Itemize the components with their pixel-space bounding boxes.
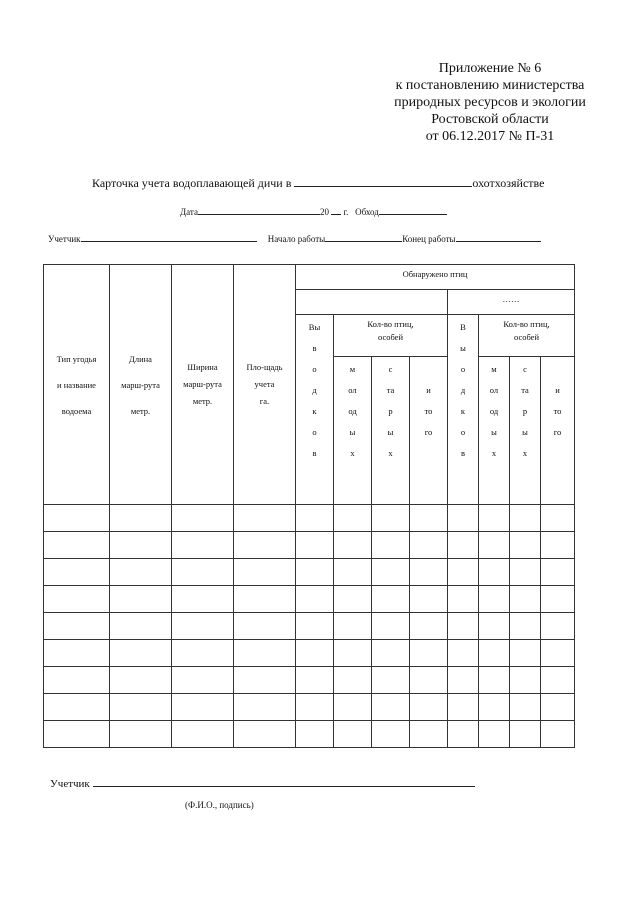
- table-cell[interactable]: [296, 640, 334, 667]
- total-char: то: [553, 406, 562, 416]
- year-suffix: г.: [343, 207, 349, 217]
- table-cell[interactable]: [448, 613, 479, 640]
- table-cell[interactable]: [234, 532, 296, 559]
- col-area-line-1: Пло-щадь: [246, 362, 283, 372]
- table-cell[interactable]: [110, 586, 172, 613]
- total-char: и: [555, 385, 560, 395]
- table-cell[interactable]: [372, 667, 410, 694]
- table-cell[interactable]: [479, 613, 510, 640]
- table-cell[interactable]: [296, 586, 334, 613]
- broods-left-char: в: [312, 448, 317, 458]
- table-cell[interactable]: [479, 640, 510, 667]
- table-cell[interactable]: [296, 667, 334, 694]
- table-cell[interactable]: [172, 505, 234, 532]
- end-label: Конец работы: [402, 234, 456, 244]
- table-cell[interactable]: [334, 505, 372, 532]
- table-cell[interactable]: [110, 505, 172, 532]
- old-char: х: [388, 448, 393, 458]
- table-cell[interactable]: [510, 667, 541, 694]
- table-cell[interactable]: [372, 640, 410, 667]
- broods-right-char: к: [460, 406, 466, 416]
- table-cell[interactable]: [372, 559, 410, 586]
- broods-left-header: [296, 315, 334, 505]
- table-cell[interactable]: [296, 532, 334, 559]
- card-title-prefix: Карточка учета водоплавающей дичи в: [92, 176, 292, 190]
- hunting-ground-field[interactable]: [294, 177, 472, 187]
- date-day-field[interactable]: [198, 205, 208, 215]
- end-field[interactable]: [456, 232, 541, 242]
- young-char: х: [350, 448, 355, 458]
- total-char: го: [553, 427, 562, 437]
- table-cell[interactable]: [541, 613, 575, 640]
- table-cell[interactable]: [172, 613, 234, 640]
- table-row: [44, 559, 575, 586]
- header-line-2: к постановлению министерства: [395, 78, 585, 93]
- table-cell[interactable]: [541, 721, 575, 748]
- table-cell[interactable]: [234, 640, 296, 667]
- footer-recorder-line: [50, 776, 475, 790]
- table-cell[interactable]: [234, 586, 296, 613]
- table-cell[interactable]: [44, 694, 110, 721]
- table-cell[interactable]: [334, 640, 372, 667]
- table-cell[interactable]: [410, 721, 448, 748]
- table-cell[interactable]: [44, 640, 110, 667]
- year-field[interactable]: [331, 205, 341, 215]
- table-cell[interactable]: [372, 532, 410, 559]
- col-habitat-line-1: Тип угодья: [56, 353, 97, 364]
- table-cell[interactable]: [541, 532, 575, 559]
- young-char: м: [349, 364, 356, 374]
- col-width-header: [172, 265, 234, 505]
- table-row: [44, 586, 575, 613]
- total-char: то: [424, 406, 433, 416]
- recorder-line: [48, 232, 541, 244]
- table-row: [44, 694, 575, 721]
- total-right-header: [541, 357, 575, 505]
- table-cell[interactable]: [410, 694, 448, 721]
- recorder-field[interactable]: [81, 232, 257, 242]
- col-area-header: [234, 265, 296, 505]
- table-cell[interactable]: [172, 559, 234, 586]
- table-row: [44, 505, 575, 532]
- table-cell[interactable]: [510, 613, 541, 640]
- count-left-header: [334, 315, 448, 357]
- table-cell[interactable]: [410, 559, 448, 586]
- survey-table: [43, 264, 575, 748]
- table-cell[interactable]: [410, 613, 448, 640]
- table-cell[interactable]: [510, 559, 541, 586]
- table-cell[interactable]: [334, 559, 372, 586]
- old-right-header: [510, 357, 541, 505]
- header-line-4: Ростовской области: [431, 112, 549, 127]
- table-row: [44, 667, 575, 694]
- count-right-header: [479, 315, 575, 357]
- old-char: ы: [522, 427, 528, 437]
- table-cell[interactable]: [334, 721, 372, 748]
- table-cell[interactable]: [234, 613, 296, 640]
- round-field[interactable]: [379, 205, 447, 215]
- table-cell[interactable]: [510, 640, 541, 667]
- table-cell[interactable]: [334, 613, 372, 640]
- broods-left-char: в: [312, 343, 317, 353]
- table-cell[interactable]: [234, 559, 296, 586]
- table-cell[interactable]: [372, 586, 410, 613]
- table-cell[interactable]: [479, 505, 510, 532]
- count-right-line-1: Кол-во птиц,: [503, 319, 550, 329]
- broods-right-header: [448, 315, 479, 505]
- table-cell[interactable]: [110, 694, 172, 721]
- table-cell[interactable]: [172, 694, 234, 721]
- table-cell[interactable]: [410, 640, 448, 667]
- total-char: и: [426, 385, 431, 395]
- card-title-suffix: охотхозяйстве: [472, 176, 545, 190]
- table-cell[interactable]: [296, 505, 334, 532]
- table-cell[interactable]: [234, 505, 296, 532]
- signature-note: (Ф.И.О., подпись): [185, 800, 254, 810]
- table-cell[interactable]: [448, 586, 479, 613]
- table-cell[interactable]: [372, 505, 410, 532]
- table-cell[interactable]: [510, 532, 541, 559]
- table-cell[interactable]: [44, 667, 110, 694]
- broods-right-char: ы: [460, 343, 466, 353]
- table-cell[interactable]: [410, 505, 448, 532]
- table-row: [44, 721, 575, 748]
- broods-left-char: к: [312, 406, 317, 416]
- table-cell[interactable]: [110, 721, 172, 748]
- col-width-line-1: Ширина: [187, 362, 218, 372]
- col-habitat-line-2: и название: [57, 379, 96, 390]
- table-cell[interactable]: [296, 613, 334, 640]
- total-char: го: [424, 427, 433, 437]
- table-cell[interactable]: [110, 559, 172, 586]
- table-row: [44, 613, 575, 640]
- table-cell[interactable]: [448, 559, 479, 586]
- broods-left-char: Вы: [308, 322, 321, 332]
- old-char: та: [521, 385, 529, 395]
- table-cell[interactable]: [110, 532, 172, 559]
- table-cell[interactable]: [44, 721, 110, 748]
- table-cell[interactable]: [372, 694, 410, 721]
- footer-recorder-field[interactable]: [93, 776, 475, 787]
- table-cell[interactable]: [172, 586, 234, 613]
- count-right-line-2: особей: [513, 332, 540, 342]
- old-char: с: [523, 364, 527, 374]
- broods-left-char: д: [312, 385, 317, 395]
- broods-right-char: о: [460, 364, 466, 374]
- table-row: [44, 532, 575, 559]
- broods-left-char: о: [312, 427, 317, 437]
- year-prefix: 20: [319, 207, 329, 217]
- table-cell[interactable]: [479, 586, 510, 613]
- table-cell[interactable]: [410, 532, 448, 559]
- table-cell[interactable]: [541, 694, 575, 721]
- birds-group-2-header: ……: [448, 290, 575, 315]
- table-cell[interactable]: [510, 586, 541, 613]
- round-label: Обход: [355, 207, 379, 217]
- recorder-label: Учетчик: [48, 234, 81, 244]
- table-cell[interactable]: [172, 721, 234, 748]
- table-cell[interactable]: [234, 694, 296, 721]
- card-title: [92, 176, 544, 191]
- young-char: ол: [489, 385, 499, 395]
- footer-recorder-label: Учетчик: [50, 778, 90, 790]
- old-char: х: [522, 448, 528, 458]
- table-cell[interactable]: [448, 694, 479, 721]
- start-label: Начало работы: [267, 234, 326, 244]
- date-field[interactable]: [208, 205, 320, 215]
- young-left-header: [334, 357, 372, 505]
- table-cell[interactable]: [479, 532, 510, 559]
- table-cell[interactable]: [296, 694, 334, 721]
- count-left-line-1: Кол-во птиц,: [367, 319, 414, 329]
- broods-right-char: о: [460, 427, 466, 437]
- young-char: од: [489, 406, 499, 416]
- table-cell[interactable]: [172, 667, 234, 694]
- col-habitat-line-3: водоема: [61, 405, 92, 416]
- col-length-line-3: метр.: [130, 405, 151, 416]
- table-cell[interactable]: [334, 586, 372, 613]
- table-cell[interactable]: [234, 667, 296, 694]
- table-cell[interactable]: [448, 532, 479, 559]
- table-cell[interactable]: [448, 721, 479, 748]
- table-cell[interactable]: [410, 667, 448, 694]
- birds-group-1-header: [296, 290, 448, 315]
- col-length-line-1: Длина: [129, 353, 152, 364]
- young-char: од: [348, 406, 357, 416]
- young-char: м: [491, 364, 497, 374]
- table-cell[interactable]: [110, 613, 172, 640]
- table-cell[interactable]: [334, 694, 372, 721]
- table-cell[interactable]: [479, 721, 510, 748]
- old-char: р: [522, 406, 528, 416]
- table-cell[interactable]: [448, 505, 479, 532]
- table-cell[interactable]: [334, 667, 372, 694]
- table-cell[interactable]: [510, 694, 541, 721]
- table-cell[interactable]: [110, 667, 172, 694]
- table-cell[interactable]: [448, 640, 479, 667]
- old-char: р: [388, 406, 393, 416]
- table-cell[interactable]: [479, 667, 510, 694]
- table-cell[interactable]: [44, 532, 110, 559]
- table-cell[interactable]: [541, 505, 575, 532]
- young-char: ы: [349, 427, 356, 437]
- broods-right-char: д: [460, 385, 466, 395]
- table-cell[interactable]: [541, 640, 575, 667]
- table-cell[interactable]: [541, 559, 575, 586]
- total-left-header: [410, 357, 448, 505]
- table-cell[interactable]: [234, 721, 296, 748]
- col-width-line-2: марш-рута: [183, 379, 222, 389]
- table-cell[interactable]: [510, 505, 541, 532]
- table-cell[interactable]: [541, 586, 575, 613]
- table-cell[interactable]: [172, 532, 234, 559]
- old-char: с: [388, 364, 393, 374]
- table-cell[interactable]: [510, 721, 541, 748]
- old-char: ы: [387, 427, 394, 437]
- col-length-header: [110, 265, 172, 505]
- old-char: та: [386, 385, 395, 395]
- header-line-3: природных ресурсов и экологии: [394, 95, 586, 110]
- table-cell[interactable]: [44, 505, 110, 532]
- table-cell[interactable]: [296, 559, 334, 586]
- table-cell[interactable]: [479, 559, 510, 586]
- old-left-header: [372, 357, 410, 505]
- table-cell[interactable]: [44, 586, 110, 613]
- col-area-line-3: га.: [259, 396, 270, 406]
- table-cell[interactable]: [172, 640, 234, 667]
- col-length-line-2: марш-рута: [121, 379, 160, 390]
- table-cell[interactable]: [541, 667, 575, 694]
- broods-left-char: о: [312, 364, 317, 374]
- count-left-line-2: особей: [377, 332, 404, 342]
- young-right-header: [479, 357, 510, 505]
- broods-right-char: В: [460, 322, 466, 332]
- table-cell[interactable]: [372, 613, 410, 640]
- young-char: ы: [491, 427, 497, 437]
- broods-right-char: в: [460, 448, 465, 458]
- header-block: [360, 60, 620, 145]
- table-body: [44, 505, 575, 748]
- col-area-line-2: учета: [254, 379, 275, 389]
- date-line: [180, 205, 447, 217]
- table-cell[interactable]: [448, 667, 479, 694]
- table-cell[interactable]: [479, 694, 510, 721]
- young-char: ол: [348, 385, 357, 395]
- table-cell[interactable]: [296, 721, 334, 748]
- table-cell[interactable]: [110, 640, 172, 667]
- birds-found-header: Обнаружено птиц: [296, 265, 575, 290]
- header-line-1: Приложение № 6: [438, 61, 542, 76]
- young-char: х: [491, 448, 497, 458]
- table-cell[interactable]: [44, 559, 110, 586]
- col-habitat-header: [44, 265, 110, 505]
- col-width-line-3: метр.: [192, 396, 213, 406]
- table-cell[interactable]: [334, 532, 372, 559]
- date-label: Дата: [180, 207, 198, 217]
- table-row: [44, 640, 575, 667]
- table-cell[interactable]: [44, 613, 110, 640]
- table-cell[interactable]: [410, 586, 448, 613]
- table-cell[interactable]: [372, 721, 410, 748]
- header-line-5: от 06.12.2017 № П-31: [425, 129, 555, 144]
- start-field[interactable]: [325, 232, 402, 242]
